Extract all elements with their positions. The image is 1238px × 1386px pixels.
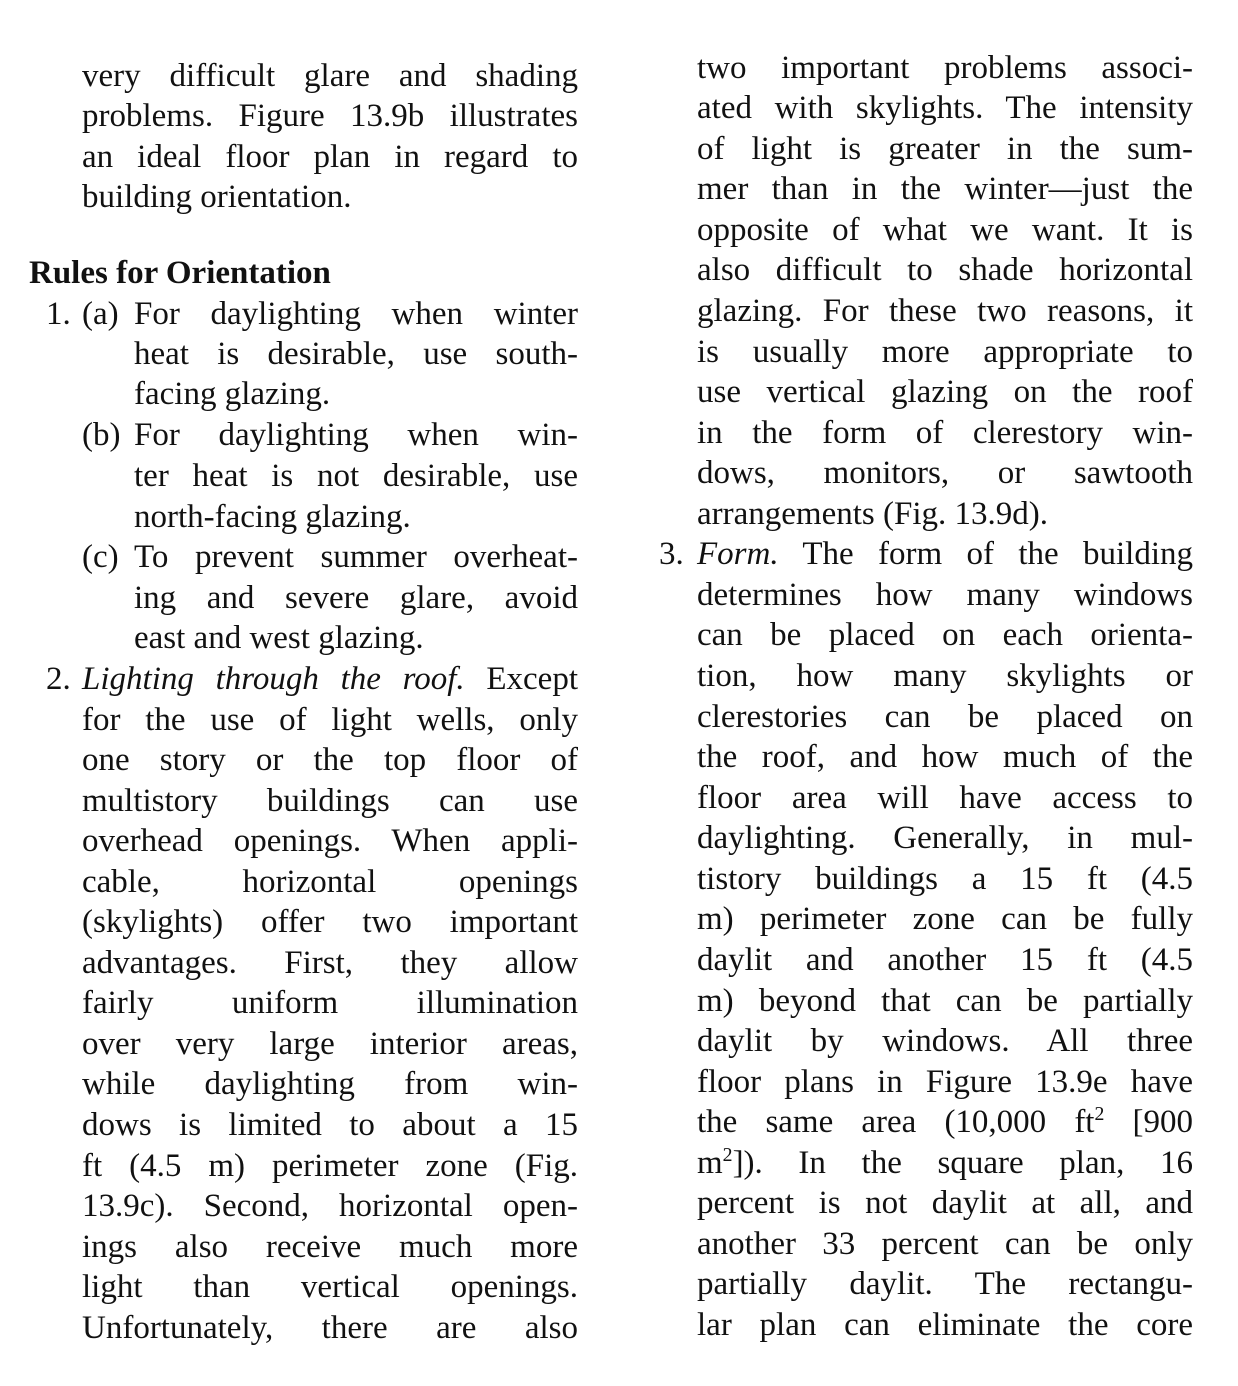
rule-first-line — [82, 659, 578, 699]
text-line: heat is desirable, use south- — [134, 336, 578, 372]
text-line: opposite of what we want. It is — [697, 212, 1193, 248]
text-line: over very large interior areas, — [82, 1026, 578, 1062]
text-line: clerestories can be placed on — [697, 699, 1193, 735]
text-line: for the use of light wells, only — [82, 702, 578, 738]
text-line: use vertical glazing on the roof — [697, 374, 1193, 410]
text-line: daylit by windows. All three — [697, 1023, 1193, 1059]
text-line: fairly uniform illumination — [82, 985, 578, 1021]
text-fragment: The form of the building — [778, 536, 1193, 572]
text-line: overhead openings. When appli- — [82, 823, 578, 859]
text-line: east and west glazing. — [134, 620, 424, 656]
text-line: For daylighting when winter — [134, 296, 578, 332]
text-line: mer than in the winter—just the — [697, 171, 1193, 207]
text-line: multistory buildings can use — [82, 783, 578, 819]
list-marker: (b) — [82, 417, 121, 453]
text-line: problems. Figure 13.9b illustrates — [82, 98, 578, 134]
text-line: dows, monitors, or sawtooth — [697, 455, 1193, 491]
text-line: determines how many windows — [697, 577, 1193, 613]
text-line: the roof, and how much of the — [697, 739, 1193, 775]
text-line: dows is limited to about a 15 — [82, 1107, 578, 1143]
text-line: 13.9c). Second, horizontal open- — [82, 1188, 578, 1224]
text-line: ated with skylights. The intensity — [697, 90, 1193, 126]
text-line: daylighting. Generally, in mul- — [697, 820, 1193, 856]
text-line: m) perimeter zone can be fully — [697, 901, 1193, 937]
list-number: 1. — [46, 296, 71, 332]
text-line: Unfortunately, there are also — [82, 1310, 578, 1346]
list-number: 2. — [46, 661, 71, 697]
text-fragment: Except — [464, 661, 578, 697]
text-line: ing and severe glare, avoid — [134, 580, 578, 616]
text-line: is usually more appropriate to — [697, 334, 1193, 370]
text-line: percent is not daylit at all, and — [697, 1185, 1193, 1221]
superscript: 2 — [1094, 1103, 1105, 1125]
text-line: ings also receive much more — [82, 1229, 578, 1265]
text-line: ft (4.5 m) perimeter zone (Fig. — [82, 1148, 578, 1184]
rule-title: Lighting through the roof. — [82, 661, 465, 697]
text-line: one story or the top floor of — [82, 742, 578, 778]
text-line: while daylighting from win- — [82, 1066, 578, 1102]
text-line: another 33 percent can be only — [697, 1226, 1193, 1262]
text-line: lar plan can eliminate the core — [697, 1307, 1193, 1343]
text-line: an ideal floor plan in regard to — [82, 139, 578, 175]
text-line: facing glazing. — [134, 376, 331, 412]
text-line: floor plans in Figure 13.9e have — [697, 1064, 1193, 1100]
rule-first-line — [697, 534, 1193, 574]
text-line: advantages. First, they allow — [82, 945, 578, 981]
text-line: in the form of clerestory win- — [697, 415, 1193, 451]
text-fragment: the same area (10,000 ft — [697, 1104, 1095, 1140]
text-line: of light is greater in the sum- — [697, 131, 1193, 167]
text-line: For daylighting when win- — [134, 417, 578, 453]
text-line: very difficult glare and shading — [82, 58, 578, 94]
list-marker: (c) — [82, 539, 119, 575]
text-line: m) beyond that can be partially — [697, 983, 1193, 1019]
superscript: 2 — [722, 1144, 733, 1166]
text-line: ter heat is not desirable, use — [134, 458, 578, 494]
section-heading: Rules for Orientation — [29, 255, 331, 291]
unit-line — [697, 1143, 1193, 1183]
text-line: tistory buildings a 15 ft (4.5 — [697, 861, 1193, 897]
text-fragment: [900 — [1104, 1104, 1193, 1140]
text-line: tion, how many skylights or — [697, 658, 1193, 694]
rule-title: Form. — [697, 536, 779, 572]
text-line: also difficult to shade horizontal — [697, 252, 1193, 288]
text-fragment: m — [697, 1145, 723, 1181]
text-line: floor area will have access to — [697, 780, 1193, 816]
text-line: (skylights) offer two important — [82, 904, 578, 940]
text-line: north-facing glazing. — [134, 499, 411, 535]
text-line: can be placed on each orienta- — [697, 617, 1193, 653]
text-line: partially daylit. The rectangu- — [697, 1266, 1193, 1302]
text-line: light than vertical openings. — [82, 1269, 578, 1305]
text-line: glazing. For these two reasons, it — [697, 293, 1193, 329]
text-fragment: ]). In the square plan, 16 — [732, 1145, 1193, 1181]
list-number: 3. — [659, 536, 684, 572]
text-line: building orientation. — [82, 179, 352, 215]
text-line: To prevent summer overheat- — [134, 539, 578, 575]
area-line — [697, 1102, 1193, 1142]
text-line: cable, horizontal openings — [82, 864, 578, 900]
text-line: daylit and another 15 ft (4.5 — [697, 942, 1193, 978]
text-line: two important problems associ- — [697, 50, 1193, 86]
text-line: arrangements (Fig. 13.9d). — [697, 496, 1048, 532]
list-marker: (a) — [82, 296, 119, 332]
